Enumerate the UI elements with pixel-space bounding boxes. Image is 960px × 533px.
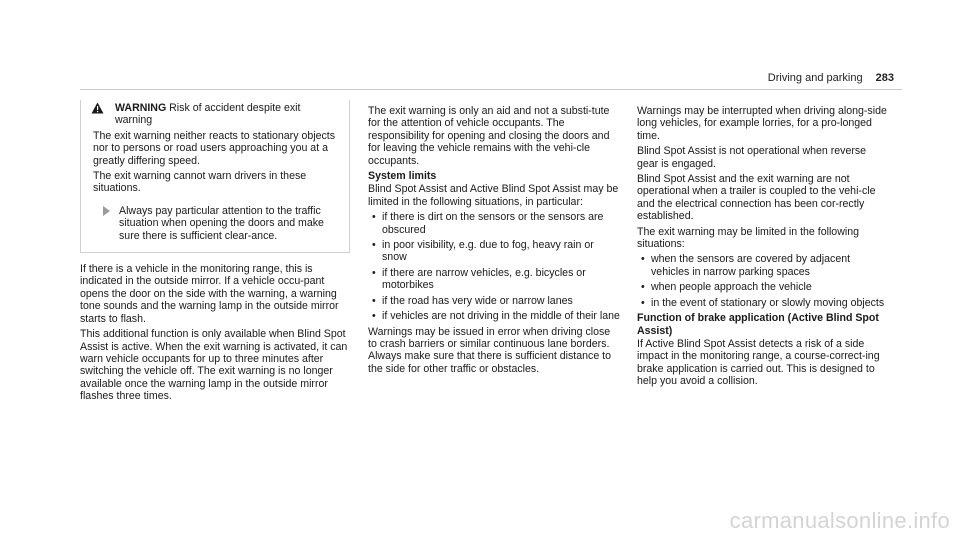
watermark-text: carmanualsonline.info bbox=[729, 507, 950, 533]
list-item: • if there is dirt on the sensors or the sensors are obscured bbox=[368, 211, 620, 236]
body-para: Blind Spot Assist and Active Blind Spot Assist may be limited in the following situations, in particular: bbox=[368, 183, 619, 208]
list-item: • when the sensors are covered by adjacent vehicles in narrow parking spaces bbox=[637, 253, 889, 278]
list-item: • if there are narrow vehicles, e.g. bicycles or motorbikes bbox=[368, 267, 620, 292]
warning-keyword: WARNING bbox=[115, 102, 167, 114]
body-para: Blind Spot Assist is not operational when reverse gear is engaged. bbox=[637, 145, 867, 170]
body-para: The exit warning is only an aid and not a substi-tute for the attention of vehicle occupants. The responsibility for opening and closing the doors and for leaving the vehicle remains with the vehi-cle occupants. bbox=[368, 105, 610, 167]
section-heading-system-limits: System limits bbox=[368, 170, 437, 183]
arrow-right-icon bbox=[103, 206, 110, 216]
list-item: • if vehicles are not driving in the middle of their lane bbox=[368, 310, 620, 322]
body-para: This additional function is only available when Blind Spot Assist is active. When the exit warning is activated, it can warn vehicle occupants for up to three minutes after switching the vehicle off. The exit warning is no longer available once the warning lamp in the outside mirror flashes three times. bbox=[80, 328, 348, 403]
bullet-list bbox=[368, 211, 620, 322]
body-para: Warnings may be issued in error when driving close to crash barriers or similar continuous lane borders. Always make sure that there is sufficient distance to the side for other traffic or obstacles. bbox=[368, 325, 611, 375]
column-middle bbox=[368, 105, 620, 378]
header-divider bbox=[80, 89, 902, 90]
warning-hint bbox=[93, 205, 337, 242]
list-item: • when people approach the vehicle bbox=[637, 281, 889, 293]
warning-hint-text: Always pay particular attention to the traffic situation when opening the doors and make sure there is sufficient clear-ance. bbox=[119, 204, 324, 242]
section-title: Driving and parking bbox=[767, 72, 863, 84]
warning-title bbox=[91, 102, 337, 127]
body-para: Blind Spot Assist and the exit warning are not operational when a trailer is coupled to the vehi-cle and the electrical connection has been cor-rectly established. bbox=[637, 173, 876, 223]
body-para: If Active Blind Spot Assist detects a risk of a side impact in the monitoring range, a course-correct-ing brake application is carried out. This is designed to help you avoid a collision. bbox=[637, 337, 880, 388]
page-header bbox=[768, 72, 894, 84]
body-para: The exit warning may be limited in the following situations: bbox=[637, 225, 859, 251]
section-heading-brake-application: Function of brake application (Active Blind Spot Assist) bbox=[637, 312, 879, 337]
warning-para-1: The exit warning neither reacts to stationary objects nor to persons or road users approaching you at a greatly differing speed. bbox=[93, 129, 336, 167]
warning-box bbox=[80, 100, 350, 253]
bullet-list bbox=[637, 253, 889, 309]
body-para: If there is a vehicle in the monitoring range, this is indicated in the outside mirror. If a vehicle occu-pant opens the door on the side with the warning, a warning tone sounds and the warning lamp in the outside mirror starts to flash. bbox=[80, 263, 339, 325]
column-left bbox=[80, 100, 350, 406]
warning-title-text: Risk of accident despite exit warning bbox=[115, 102, 301, 127]
page-number: 283 bbox=[875, 72, 894, 84]
list-item: • in the event of stationary or slowly moving objects bbox=[637, 297, 889, 309]
warning-para-2: The exit warning cannot warn drivers in these situations. bbox=[93, 170, 307, 195]
body-para: Warnings may be interrupted when driving along-side long vehicles, for example lorries, for a pro-longed time. bbox=[637, 105, 887, 142]
column-right bbox=[637, 105, 889, 391]
warning-triangle-icon bbox=[91, 102, 104, 117]
list-item: • if the road has very wide or narrow lanes bbox=[368, 295, 620, 307]
list-item: • in poor visibility, e.g. due to fog, heavy rain or snow bbox=[368, 239, 620, 264]
